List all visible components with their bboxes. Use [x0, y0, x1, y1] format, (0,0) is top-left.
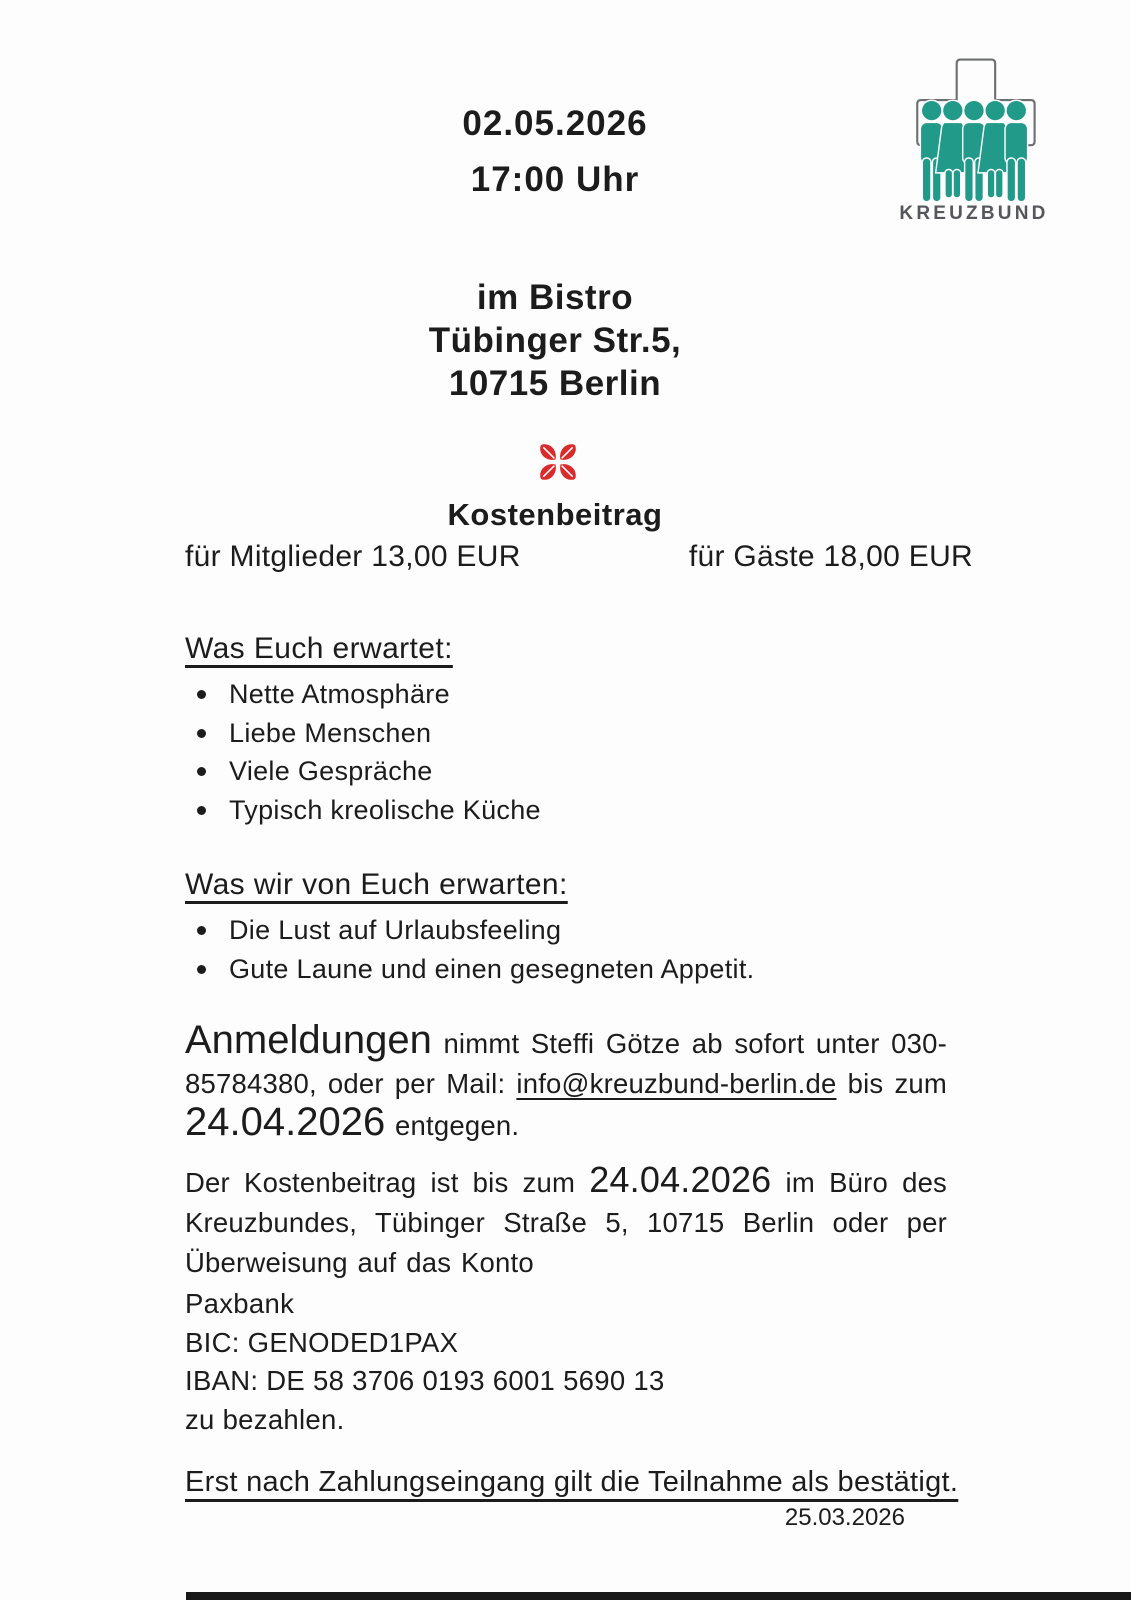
- event-time: 17:00 Uhr: [470, 160, 640, 199]
- payment-text-1: Der Kostenbeitrag ist bis zum: [185, 1167, 576, 1198]
- venue-line2: Tübinger Str.5,: [428, 321, 682, 360]
- document-date: 25.03.2026: [784, 1504, 905, 1531]
- payment-paragraph: [185, 1159, 948, 1283]
- bank-details: [185, 1285, 665, 1439]
- registration-text-3: entgegen.: [395, 1110, 520, 1141]
- bank-iban: IBAN: DE 58 3706 0193 6001 5690 13: [185, 1365, 665, 1396]
- registration-paragraph: [185, 1018, 947, 1146]
- bank-bic: BIC: GENODED1PAX: [185, 1326, 459, 1358]
- list-item: Nette Atmosphäre: [185, 675, 541, 714]
- registration-text-1: nimmt Steffi Götze ab sofort unter 030-85784380, oder per Mail:: [185, 1028, 947, 1099]
- expect-list: [185, 675, 541, 829]
- registration-text-2: bis zum: [847, 1068, 947, 1099]
- bank-name: Paxbank: [185, 1288, 295, 1319]
- payment-text-2: im Büro des Kreuzbundes, Tübinger Straße 5, 10715 Berlin oder per Überweisung auf das Konto: [185, 1167, 948, 1278]
- list-item: Typisch kreolische Küche: [185, 791, 541, 830]
- venue-block: [0, 276, 1110, 405]
- logo-wordmark: KREUZBUND: [899, 203, 1049, 224]
- payment-closing: zu bezahlen.: [185, 1403, 345, 1435]
- list-item: Gute Laune und einen gesegneten Appetit.: [185, 950, 754, 989]
- event-date: 02.05.2026: [462, 104, 648, 143]
- venue-line1: im Bistro: [476, 278, 634, 317]
- scan-edge-bar: [186, 1592, 1131, 1600]
- kreuzbund-cross-people-icon: [893, 50, 1055, 202]
- fees-title: Kostenbeitrag: [447, 497, 663, 532]
- fees-row: [185, 540, 973, 574]
- payment-deadline: 24.04.2026: [589, 1159, 772, 1200]
- list-item: Die Lust auf Urlaubsfeeling: [185, 911, 754, 950]
- people-figures: [921, 101, 1027, 201]
- kreuzbund-logo: [893, 50, 1055, 225]
- fee-guests: für Gäste 18,00 EUR: [688, 540, 973, 573]
- section-heading-expect: Was Euch erwartet:: [185, 632, 453, 665]
- registration-lead: Anmeldungen: [185, 1018, 432, 1062]
- expect-from-you-list: [185, 911, 754, 988]
- confirmation-note: Erst nach Zahlungseingang gilt die Teilnahme als bestätigt.: [185, 1466, 959, 1498]
- venue-line3: 10715 Berlin: [448, 364, 662, 403]
- registration-deadline: 24.04.2026: [185, 1100, 386, 1144]
- section-heading-expect-from-you: Was wir von Euch erwarten:: [185, 868, 568, 901]
- red-flower-icon: [532, 436, 584, 488]
- email-link[interactable]: info@kreuzbund-berlin.de: [516, 1068, 837, 1099]
- list-item: Viele Gespräche: [185, 752, 541, 791]
- list-item: Liebe Menschen: [185, 714, 541, 753]
- fee-members: für Mitglieder 13,00 EUR: [185, 540, 521, 573]
